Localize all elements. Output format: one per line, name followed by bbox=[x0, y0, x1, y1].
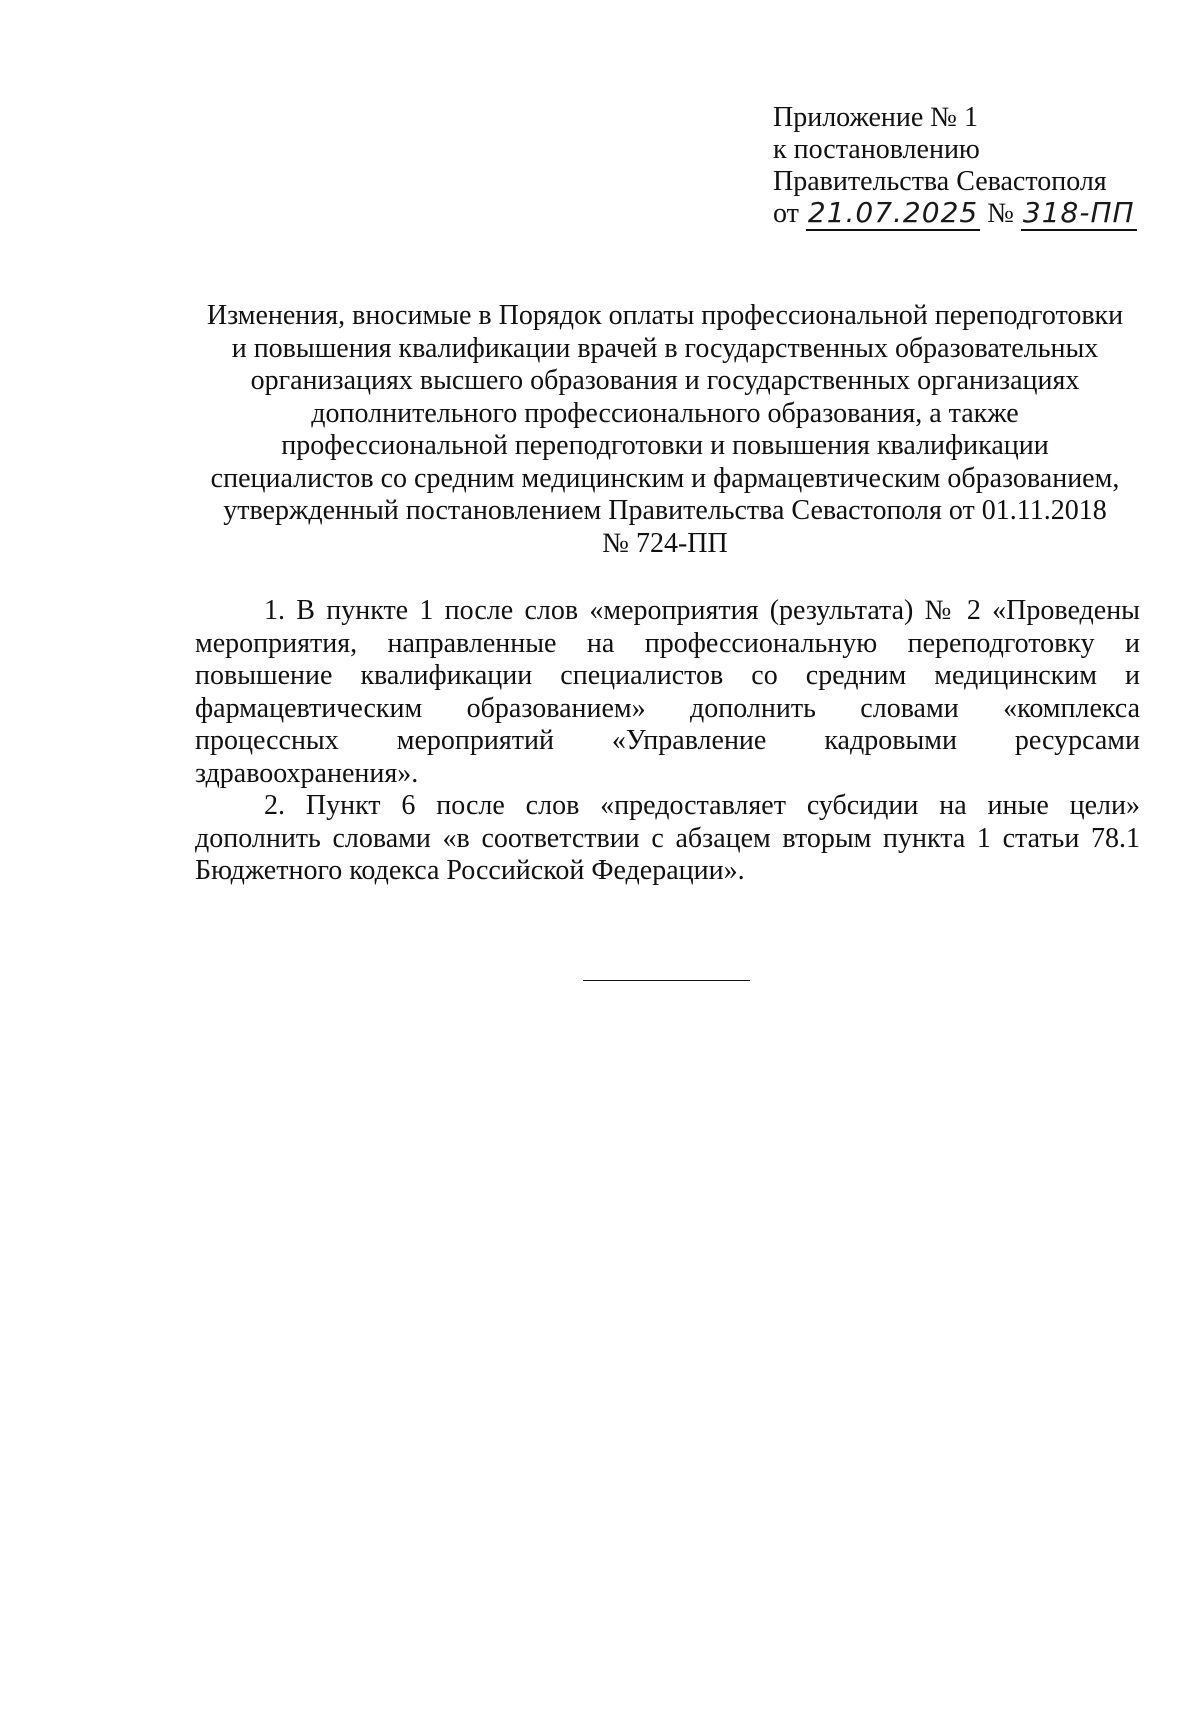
title-line: Изменения, вносимые в Порядок оплаты профессиональной переподготовки bbox=[206, 300, 1124, 331]
date-prefix: от bbox=[773, 198, 799, 229]
title-line: профессиональной переподготовки и повышения квалификации bbox=[281, 430, 1049, 461]
document-body bbox=[195, 595, 1140, 888]
title-line: дополнительного профессионального образования, а также bbox=[311, 397, 1019, 429]
title-line: № 724-ПП bbox=[602, 527, 728, 559]
paragraph-1: 1. В пункте 1 после слов «мероприятия (результата) № 2 «Проведены мероприятия, направленные на профессиональную переподготовку и повышение квалификации специалистов со средним медицинским и фармацевтическим образованием» дополнить словами «комплекса процессных мероприятий «Управление кадровыми ресурсами здравоохранения». bbox=[195, 595, 1140, 789]
handwritten-number: 318-ПП bbox=[1022, 196, 1135, 229]
appendix-header bbox=[773, 102, 1137, 230]
handwritten-date: 21.07.2025 bbox=[807, 196, 979, 229]
appendix-date-line bbox=[773, 198, 1137, 230]
paragraph-2: 2. Пункт 6 после слов «предоставляет субсидии на иные цели» дополнить словами «в соответствии с абзацем вторым пункта 1 статьи 78.1 Бюджетного кодекса Российской Федерации». bbox=[195, 790, 1140, 886]
number-prefix: № bbox=[987, 198, 1014, 229]
appendix-line-3: Правительства Севастополя bbox=[773, 166, 1107, 197]
title-line: организациях высшего образования и государственных организациях bbox=[250, 365, 1080, 396]
end-divider bbox=[583, 980, 750, 981]
document-title bbox=[190, 300, 1140, 560]
title-line: и повышения квалификации врачей в государственных образовательных bbox=[231, 332, 1099, 364]
appendix-line-1: Приложение № 1 bbox=[773, 102, 978, 133]
appendix-line-2: к постановлению bbox=[773, 134, 980, 165]
title-line: специалистов со средним медицинским и фармацевтическим образованием, bbox=[210, 462, 1120, 494]
title-line: утвержденный постановлением Правительства Севастополя от 01.11.2018 bbox=[223, 495, 1107, 526]
